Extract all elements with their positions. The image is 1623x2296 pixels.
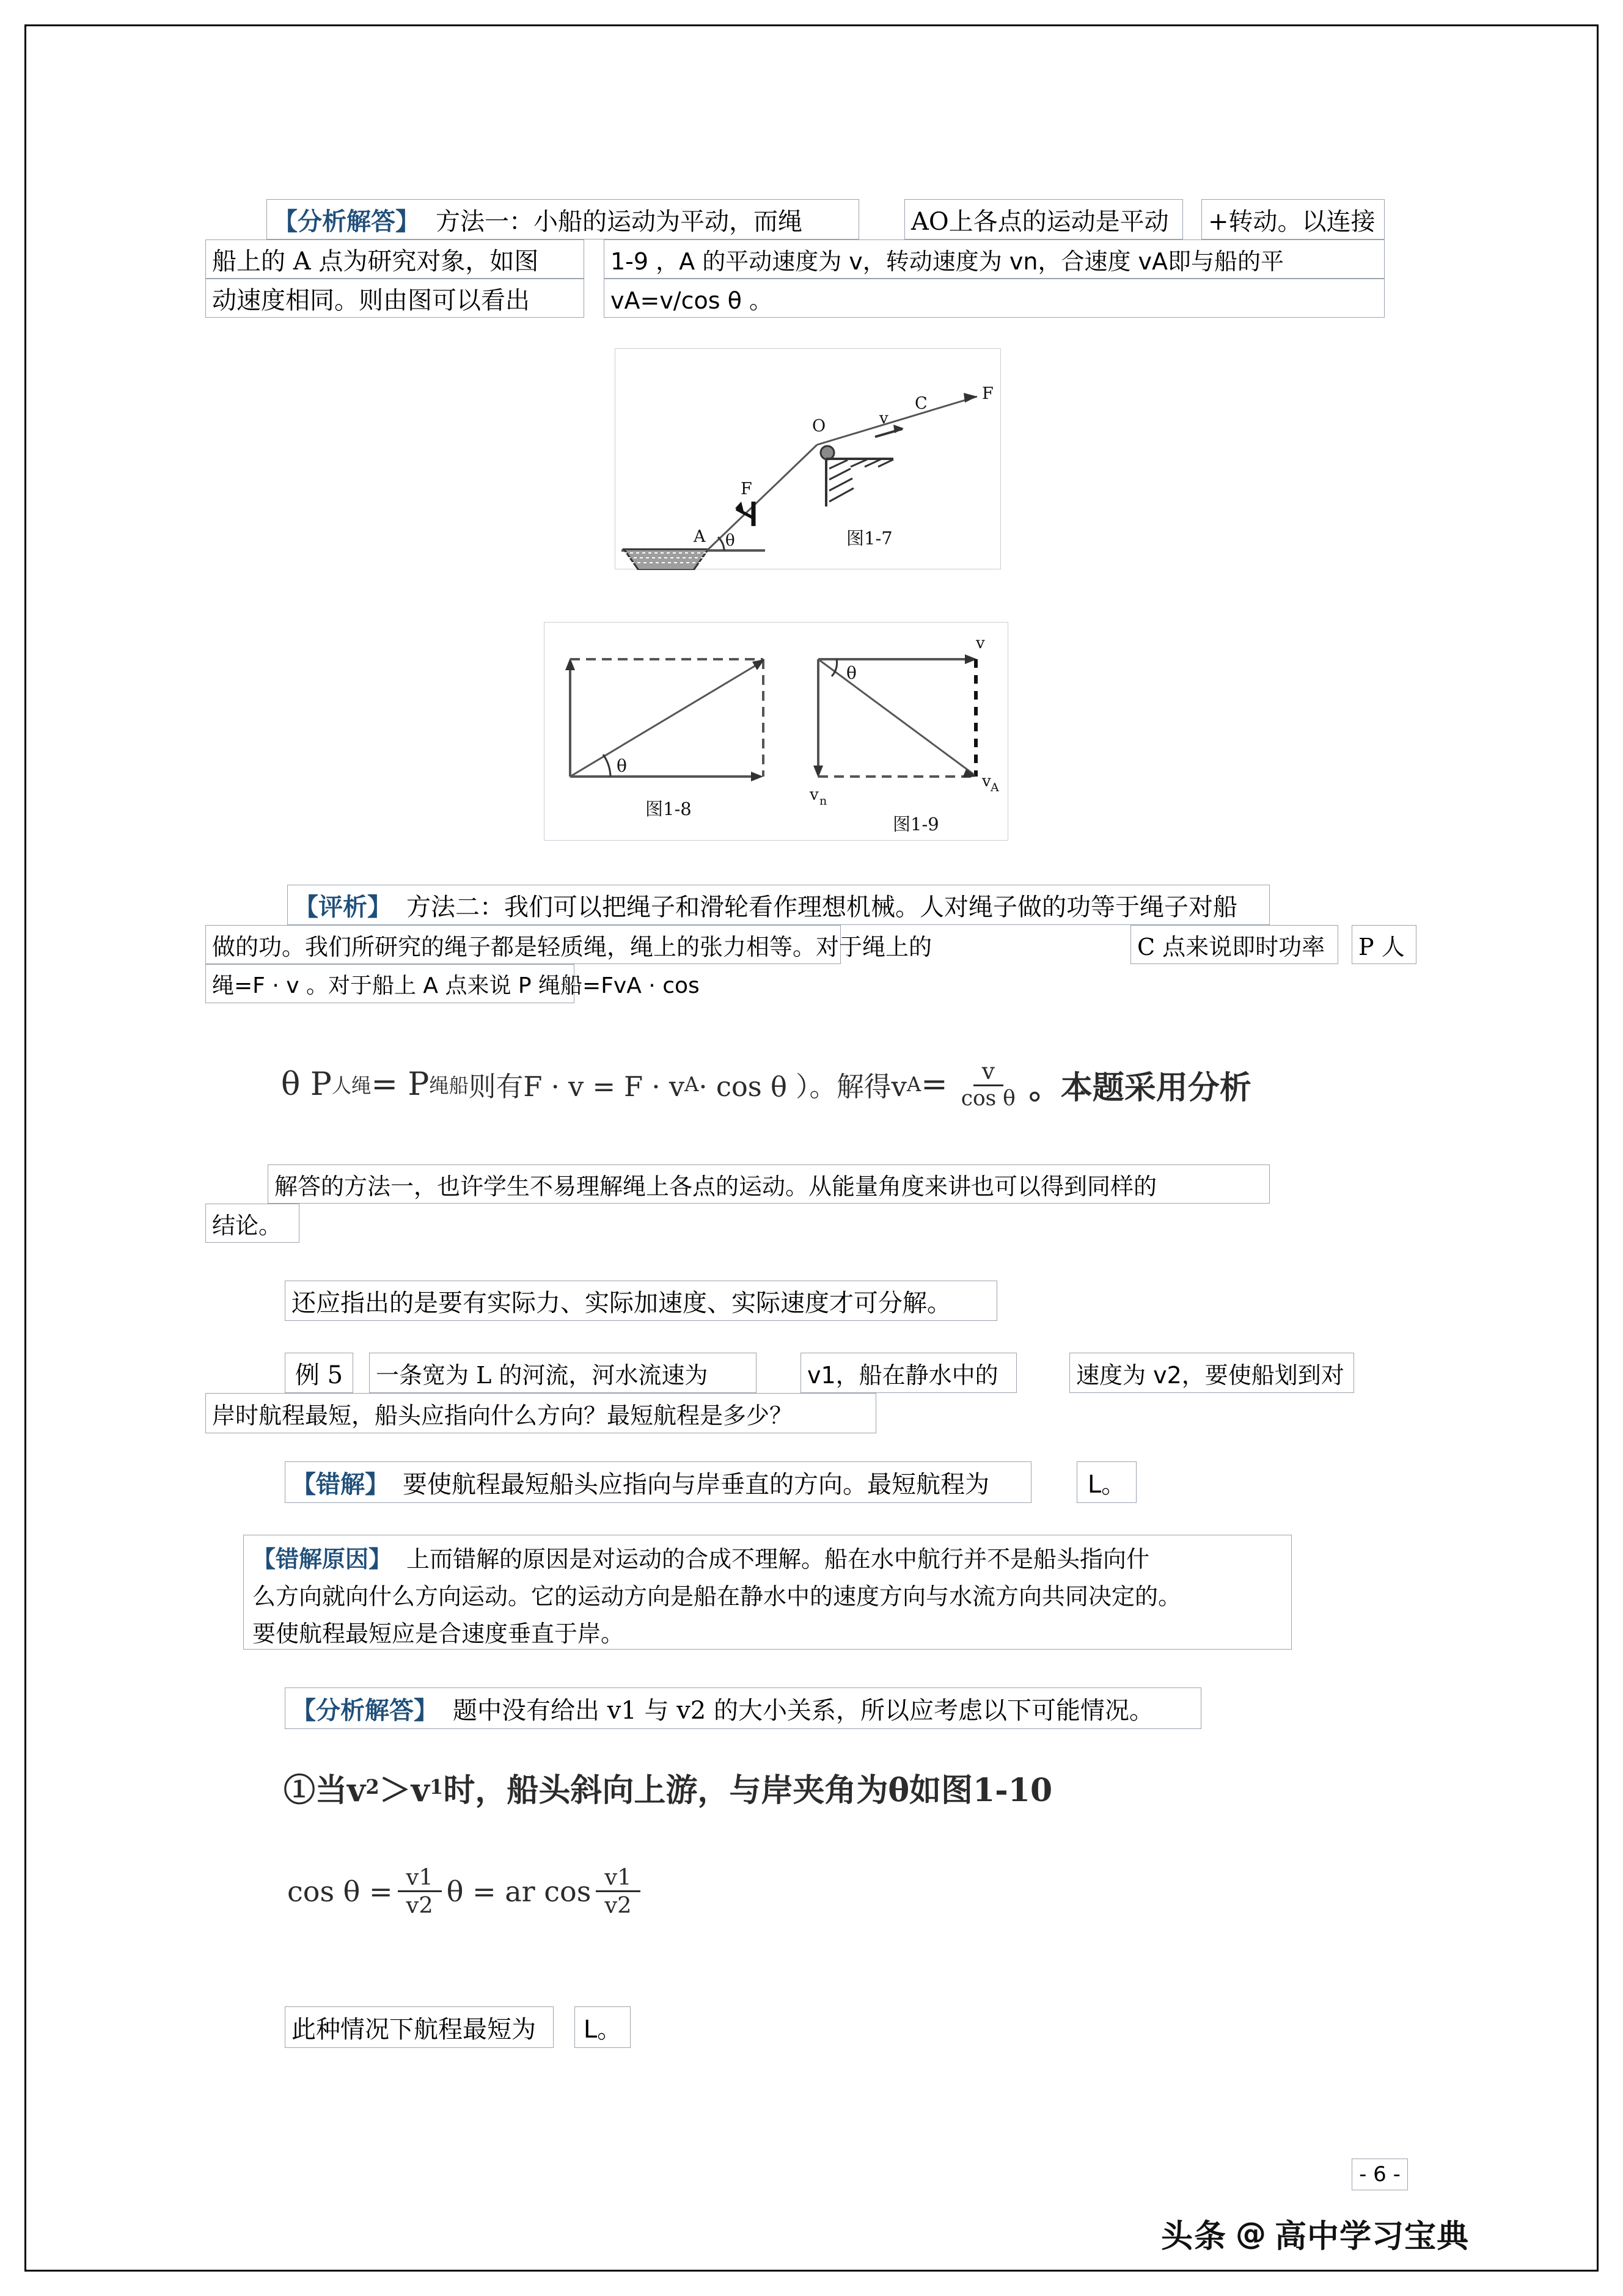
formula-2 [287,1849,898,1934]
watermark-name: 高中学习宝典 [1275,2218,1470,2255]
example-5-label [285,1353,353,1393]
example-5-line2 [205,1393,876,1433]
wrong-answer-value [1077,1461,1137,1503]
case-1-text-a: ①当v [284,1771,366,1809]
formula-1-mid2: · cos θ ）。解得v [698,1070,907,1103]
analysis-1-text-line3b: vA=v/cos θ 。 [610,287,772,314]
formula-2-frac2-den: v2 [604,1892,632,1918]
formula-1-mid: 则有F · v = F · v [468,1070,685,1103]
formula-1-sub2: 绳船 [429,1074,469,1097]
svg-text:θ: θ [617,756,627,776]
analysis-1-line1-b [904,199,1183,239]
analysis-2-text: 题中没有给出 v1 与 v2 的大小关系，所以应考虑以下可能情况。 [453,1696,1154,1725]
page-number-text: - 6 - [1359,2162,1401,2187]
wrong-reason-line1: 上而错解的原因是对运动的合成不理解。船在水中航行并不是船头指向什 [406,1546,1150,1573]
example-5-text-1a: 一条宽为 L 的河流，河水流速为 [376,1361,708,1389]
formula-1-eq1: = P [371,1066,430,1103]
formula-1-sub1: 人绳 [331,1074,372,1097]
svg-text:O: O [812,417,826,436]
analysis-1-text-c: +转动。以连接 [1208,207,1376,236]
svg-text:图1-9: 图1-9 [893,814,939,835]
formula-2-frac1-den: v2 [406,1892,433,1918]
analysis-1-text-b: AO上各点的运动是平动 [911,207,1169,236]
analysis-1-text-line3a: 动速度相同。则由图可以看出 [212,286,530,315]
example-5-line1-c [1069,1353,1354,1393]
analysis-1-line3-b [604,279,1385,318]
comment-line2-b [1130,925,1338,964]
formula-1 [281,1039,1381,1130]
watermark-logo: 头条 [1161,2218,1228,2255]
wrong-reason-line2: 么方向就向什么方向运动。它的运动方向是船在静水中的速度方向与水流方向共同决定的。 [252,1583,1182,1610]
analysis-1-line2-a [205,239,584,279]
analysis-1-line1-c [1201,199,1385,239]
paragraph-after-formula-line1 [268,1164,1270,1204]
svg-text:A: A [694,527,706,546]
wrong-answer-tag: 【错解】 [291,1469,389,1499]
example-5-line1-a [369,1353,757,1393]
analysis-1-line3-a [205,279,584,318]
analysis-1-text-line2a: 船上的 A 点为研究对象，如图 [212,247,539,276]
wrong-reason-block [243,1535,1292,1650]
formula-1-frac-den: cos θ [961,1086,1016,1111]
paragraph-after-formula-line2 [205,1204,299,1243]
example-5-line1-b [801,1353,1017,1393]
shortest-path-value-text: L。 [583,2015,622,2044]
svg-text:v: v [879,409,888,428]
analysis-1-line2-b [604,239,1385,279]
paragraph-note-text: 还应指出的是要有实际力、实际加速度、实际速度才可分解。 [291,1289,951,1317]
formula-1-fraction [953,1059,1024,1109]
example-5-text-2: 岸时航程最短，船头应指向什么方向？最短航程是多少？ [212,1402,793,1429]
page-number [1352,2159,1408,2190]
analysis-1-text-a: 方法一：小船的运动为平动，而绳 [436,207,802,236]
wrong-reason-tag: 【错解原因】 [252,1545,392,1573]
formula-1-eq2: = [921,1066,948,1103]
formula-2-frac1-num: v1 [398,1866,442,1892]
paragraph-note [285,1281,997,1321]
wrong-answer-row [285,1461,1031,1503]
comment-text-line3: 绳=F · v 。对于船上 A 点来说 P 绳船=FvA · cos [212,973,700,998]
figure-1-7-drawing [615,349,1002,570]
case-1-line [284,1760,1139,1815]
shortest-path-text: 此种情况下航程最短为 [291,2015,536,2044]
watermark-at-icon: @ [1236,2215,1267,2251]
wrong-answer-text: 要使航程最短船头应指向与岸垂直的方向。最短航程为 [403,1470,989,1499]
wrong-reason-line3: 要使航程最短应是合速度垂直于岸。 [252,1620,625,1647]
figure-1-8-1-9-drawing [544,623,1009,841]
formula-2-mid: θ = ar cos [446,1875,592,1908]
svg-text:图1-8: 图1-8 [645,799,692,819]
svg-text:C: C [915,394,928,413]
comment-text-line2a: 做的功。我们所研究的绳子都是轻质绳，绳上的张力相等。对于绳上的 [212,933,932,960]
formula-2-fraction-2 [596,1866,640,1917]
example-5-text-1c: 速度为 v2，要使船划到对 [1076,1361,1344,1389]
analysis-2-tag: 【分析解答】 [291,1695,438,1725]
svg-text:θ: θ [725,532,735,550]
figure-1-8-and-1-9 [544,622,1008,841]
figure-1-7 [615,348,1001,569]
case-1-text-c: 时，船头斜向上游，与岸夹角为θ如图1-10 [443,1771,1053,1809]
shortest-path-row [285,2006,554,2048]
svg-text:F: F [982,384,994,403]
comment-tag: 【评析】 [294,892,392,921]
svg-text:v: v [976,634,985,653]
analysis-1-line1-a [266,199,859,239]
paragraph-after-formula-text2: 结论。 [212,1212,282,1239]
figure-1-7-caption: 图1-7 [846,528,893,549]
formula-1-frac-num: v [973,1059,1003,1086]
comment-line2-c [1352,925,1416,964]
analysis-2-row [285,1687,1201,1729]
formula-2-frac2-num: v1 [596,1866,640,1892]
analysis-1-text-line2b: 1-9 ，A 的平动速度为 v，转动速度为 vn，合速度 vA即与船的平 [610,247,1284,275]
shortest-path-value [574,2006,631,2048]
case-1-sub-b: 1 [429,1775,444,1799]
wrong-answer-value-text: L。 [1087,1470,1126,1499]
comment-text-line2b: C 点来说即时功率 [1137,933,1325,960]
comment-text-line2c: P 人 [1358,933,1405,960]
formula-1-prefix: θ P [281,1066,332,1103]
case-1-sub-a: 2 [365,1775,379,1799]
example-5-text-1b: v1，船在静水中的 [807,1361,998,1389]
svg-text:A: A [991,781,999,794]
formula-1-sub4: A [906,1073,921,1096]
analysis-1-tag: 【分析解答】 [273,207,420,236]
paragraph-after-formula-text1: 解答的方法一，也许学生不易理解绳上各点的运动。从能量角度来讲也可以得到同样的 [274,1172,1157,1200]
svg-text:F: F [741,480,752,499]
svg-text:v: v [982,772,991,791]
case-1-text-b: ＞v [379,1771,430,1809]
watermark [1161,2210,1469,2256]
formula-2-lhs: cos θ = [287,1875,393,1908]
svg-text:n: n [819,794,827,808]
comment-line2-a [205,925,932,964]
formula-2-fraction-1 [398,1866,442,1917]
svg-text:θ: θ [846,663,857,683]
comment-line3 [205,964,700,1003]
comment-text-line1: 方法二：我们可以把绳子和滑轮看作理想机械。人对绳子做的功等于绳子对船 [406,893,1237,921]
comment-line1 [287,885,1270,925]
svg-text:v: v [810,786,819,804]
example-5-label-text: 例 5 [295,1361,343,1389]
formula-1-suffix: 。本题采用分析 [1028,1069,1251,1106]
formula-1-sub3: A [684,1073,699,1096]
